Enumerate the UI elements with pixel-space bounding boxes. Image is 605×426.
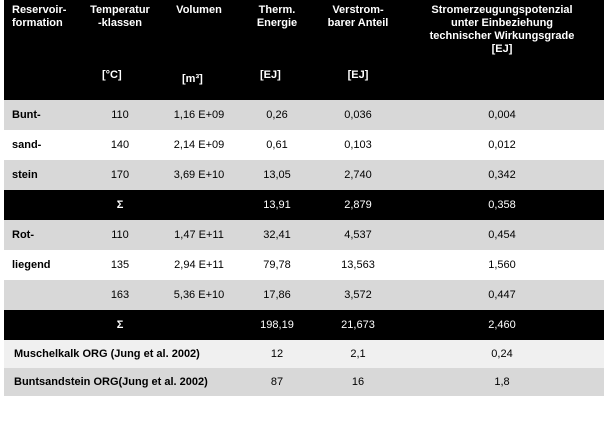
table-row xyxy=(4,160,604,190)
share-sum-cell: 21,673 xyxy=(316,310,400,340)
temperature-cell: 140 xyxy=(80,130,160,160)
header-power-line2: unter Einbeziehung xyxy=(450,17,554,29)
table-row xyxy=(4,250,604,280)
header-energy-line1: Therm. xyxy=(258,4,296,16)
formation-cell: stein xyxy=(4,160,80,190)
temperature-cell: 110 xyxy=(80,100,160,130)
share-cell: 0,103 xyxy=(316,130,400,160)
energy-sum-cell: 198,19 xyxy=(238,310,316,340)
reference-label: Muschelkalk ORG (Jung et al. 2002) xyxy=(4,340,238,368)
volume-cell: 5,36 E+10 xyxy=(160,280,238,310)
geothermal-potential-table xyxy=(4,0,604,396)
temperature-cell: 163 xyxy=(80,280,160,310)
volume-cell: 1,16 E+09 xyxy=(160,100,238,130)
energy-cell: 0,61 xyxy=(238,130,316,160)
sum-row xyxy=(4,190,604,220)
share-cell: 2,740 xyxy=(316,160,400,190)
volume-cell xyxy=(160,310,238,340)
header-share-line2: barer Anteil xyxy=(327,17,389,29)
sum-symbol: Σ xyxy=(80,310,160,340)
header-row xyxy=(4,0,604,100)
table-row xyxy=(4,130,604,160)
power-cell: 0,012 xyxy=(400,130,604,160)
temperature-cell: 135 xyxy=(80,250,160,280)
header-formation xyxy=(4,0,80,100)
header-energy xyxy=(238,0,316,100)
header-volume-unit: [m³] xyxy=(182,73,203,85)
power-cell: 1,8 xyxy=(400,368,604,396)
energy-sum-cell: 13,91 xyxy=(238,190,316,220)
header-temp-line2: -klassen xyxy=(97,17,143,29)
temperature-cell: 110 xyxy=(80,220,160,250)
volume-cell: 2,94 E+11 xyxy=(160,250,238,280)
table-row xyxy=(4,100,604,130)
power-sum-cell: 2,460 xyxy=(400,310,604,340)
power-sum-cell: 0,358 xyxy=(400,190,604,220)
formation-cell: Bunt- xyxy=(4,100,80,130)
formation-cell xyxy=(4,280,80,310)
header-temperature xyxy=(80,0,160,100)
share-cell: 0,036 xyxy=(316,100,400,130)
energy-cell: 13,05 xyxy=(238,160,316,190)
header-temp-line1: Temperatur xyxy=(90,4,150,16)
energy-cell: 0,26 xyxy=(238,100,316,130)
header-formation-line1: Reservoir- xyxy=(12,4,67,16)
share-cell: 16 xyxy=(316,368,400,396)
volume-cell: 3,69 E+10 xyxy=(160,160,238,190)
header-share-unit: [EJ] xyxy=(347,69,369,81)
table-row xyxy=(4,220,604,250)
energy-cell: 12 xyxy=(238,340,316,368)
header-formation-line2: formation xyxy=(12,17,63,29)
formation-cell: sand- xyxy=(4,130,80,160)
header-energy-unit: [EJ] xyxy=(260,69,281,81)
header-power-line1: Stromerzeugungspotenzial xyxy=(431,4,573,16)
volume-cell: 1,47 E+11 xyxy=(160,220,238,250)
volume-cell: 2,14 E+09 xyxy=(160,130,238,160)
energy-cell: 17,86 xyxy=(238,280,316,310)
power-cell: 0,24 xyxy=(400,340,604,368)
table-row xyxy=(4,280,604,310)
header-power-line3: technischer Wirkungsgrade xyxy=(429,30,575,42)
volume-cell xyxy=(160,190,238,220)
header-power xyxy=(400,0,604,100)
share-cell: 13,563 xyxy=(316,250,400,280)
header-share-line1: Verstrom- xyxy=(332,4,384,16)
formation-cell: Rot- xyxy=(4,220,80,250)
power-cell: 0,447 xyxy=(400,280,604,310)
power-cell: 0,454 xyxy=(400,220,604,250)
header-share xyxy=(316,0,400,100)
reference-row xyxy=(4,340,604,368)
header-volume xyxy=(160,0,238,100)
power-cell: 0,342 xyxy=(400,160,604,190)
reference-row xyxy=(4,368,604,396)
header-temp-unit: [°C] xyxy=(102,69,122,81)
temperature-cell: 170 xyxy=(80,160,160,190)
header-volume-label: Volumen xyxy=(176,4,222,16)
header-power-unit: [EJ] xyxy=(491,43,513,55)
formation-cell xyxy=(4,190,80,220)
formation-cell xyxy=(4,310,80,340)
formation-cell: liegend xyxy=(4,250,80,280)
share-sum-cell: 2,879 xyxy=(316,190,400,220)
header-energy-line2: Energie xyxy=(256,17,298,29)
reference-label: Buntsandstein ORG(Jung et al. 2002) xyxy=(4,368,238,396)
power-cell: 1,560 xyxy=(400,250,604,280)
energy-cell: 79,78 xyxy=(238,250,316,280)
sum-symbol: Σ xyxy=(80,190,160,220)
sum-row xyxy=(4,310,604,340)
energy-cell: 32,41 xyxy=(238,220,316,250)
share-cell: 2,1 xyxy=(316,340,400,368)
share-cell: 3,572 xyxy=(316,280,400,310)
power-cell: 0,004 xyxy=(400,100,604,130)
energy-cell: 87 xyxy=(238,368,316,396)
share-cell: 4,537 xyxy=(316,220,400,250)
